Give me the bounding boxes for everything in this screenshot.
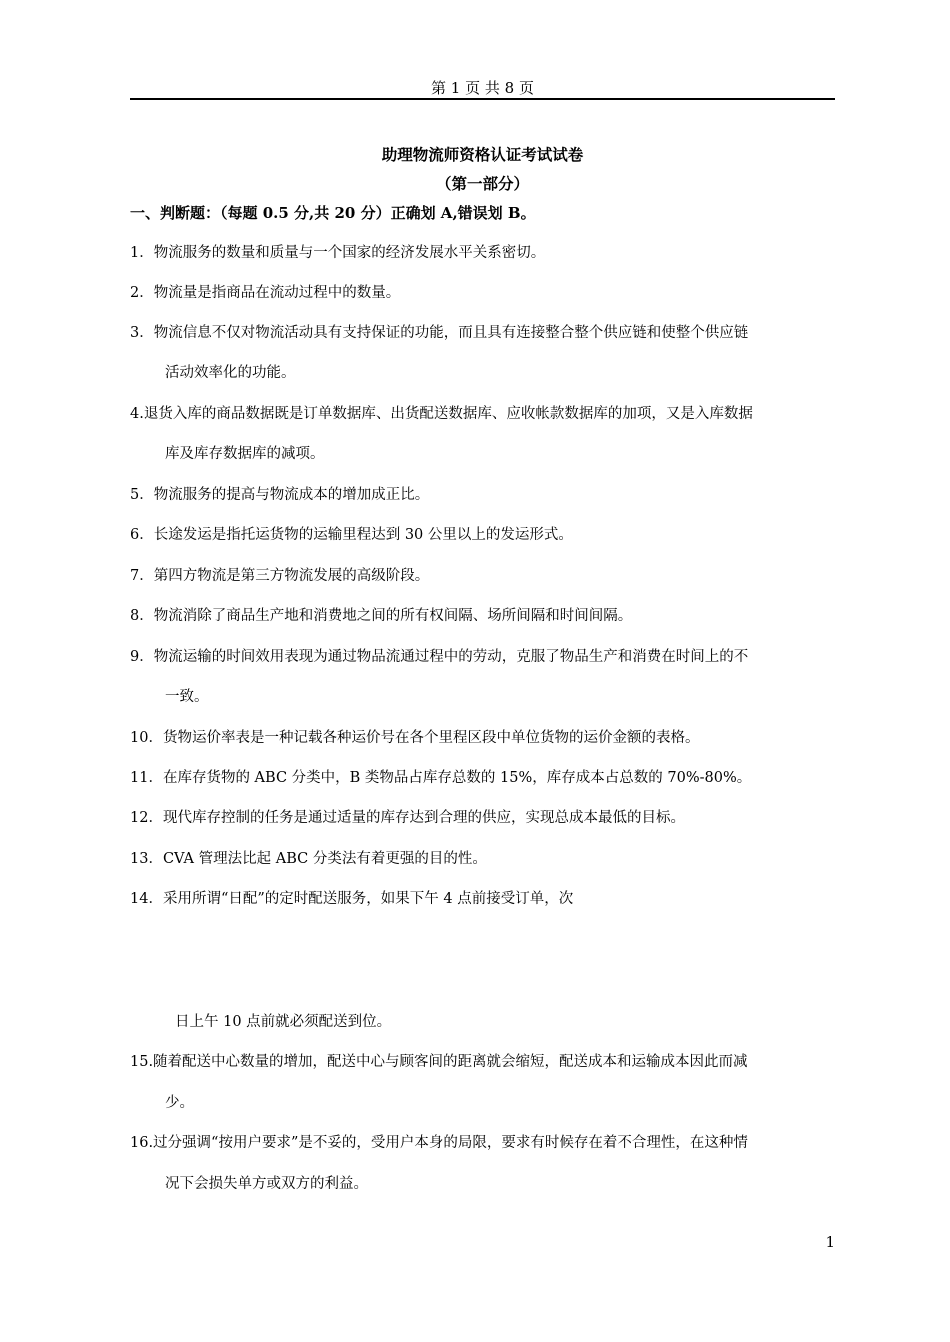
- question-line: 15.随着配送中心数量的增加，配送中心与顾客间的距离就会缩短，配送成本和运输成本因此而减: [130, 1054, 748, 1070]
- question-line: 11．在库存货物的 ABC 分类中，B 类物品占库存总数的 15%，库存成本占总数的 70%-80%。: [130, 770, 752, 786]
- section-heading: 一、判断题：（每题 0.5 分,共 20 分）正确划 A,错误划 B。: [130, 204, 536, 222]
- question-line: 6．长途发运是指托运货物的运输里程达到 30 公里以上的发运形式。: [130, 527, 573, 543]
- question-line-continued: 活动效率化的功能。: [165, 365, 296, 381]
- document-title: 助理物流师资格认证考试试卷: [381, 145, 584, 164]
- question-line: 9．物流运输的时间效用表现为通过物品流通过程中的劳动，克服了物品生产和消费在时间上的不: [130, 649, 749, 665]
- question-line-continued: 一致。: [165, 689, 209, 705]
- question-line: 1．物流服务的数量和质量与一个国家的经济发展水平关系密切。: [130, 245, 546, 261]
- question-line: 12．现代库存控制的任务是通过适量的库存达到合理的供应，实现总成本最低的目标。: [130, 810, 685, 826]
- question-line: 10．货物运价率表是一种记载各种运价号在各个里程区段中单位货物的运价金额的表格。: [130, 730, 700, 746]
- question-line-continued: 少。: [165, 1095, 194, 1111]
- page-header: 第 1 页 共 8 页: [431, 79, 534, 97]
- question-line-continued: 库及库存数据库的减项。: [165, 446, 325, 462]
- header-divider: [130, 98, 835, 100]
- question-line: 14．采用所谓“日配”的定时配送服务，如果下午 4 点前接受订单，次: [130, 891, 574, 907]
- question-line: 3．物流信息不仅对物流活动具有支持保证的功能，而且具有连接整合整个供应链和使整个供应链: [130, 325, 749, 341]
- question-line: 5．物流服务的提高与物流成本的增加成正比。: [130, 487, 430, 503]
- question-line: 4.退货入库的商品数据既是订单数据库、出货配送数据库、应收帐款数据库的加项，又是入库数据: [130, 406, 753, 422]
- document-subtitle: （第一部分）: [435, 174, 529, 193]
- question-line-continued: 日上午 10 点前就必须配送到位。: [175, 1014, 392, 1030]
- question-line: 7．第四方物流是第三方物流发展的高级阶段。: [130, 568, 430, 584]
- question-line: 8．物流消除了商品生产地和消费地之间的所有权间隔、场所间隔和时间间隔。: [130, 608, 633, 624]
- question-line: 2．物流量是指商品在流动过程中的数量。: [130, 285, 401, 301]
- question-line: 16.过分强调“按用户要求”是不妥的，受用户本身的局限，要求有时候存在着不合理性，在这种情: [130, 1135, 748, 1151]
- question-line-continued: 况下会损失单方或双方的利益。: [165, 1176, 368, 1192]
- page-number: 1: [825, 1233, 835, 1251]
- question-line: 13．CVA 管理法比起 ABC 分类法有着更强的目的性。: [130, 851, 487, 867]
